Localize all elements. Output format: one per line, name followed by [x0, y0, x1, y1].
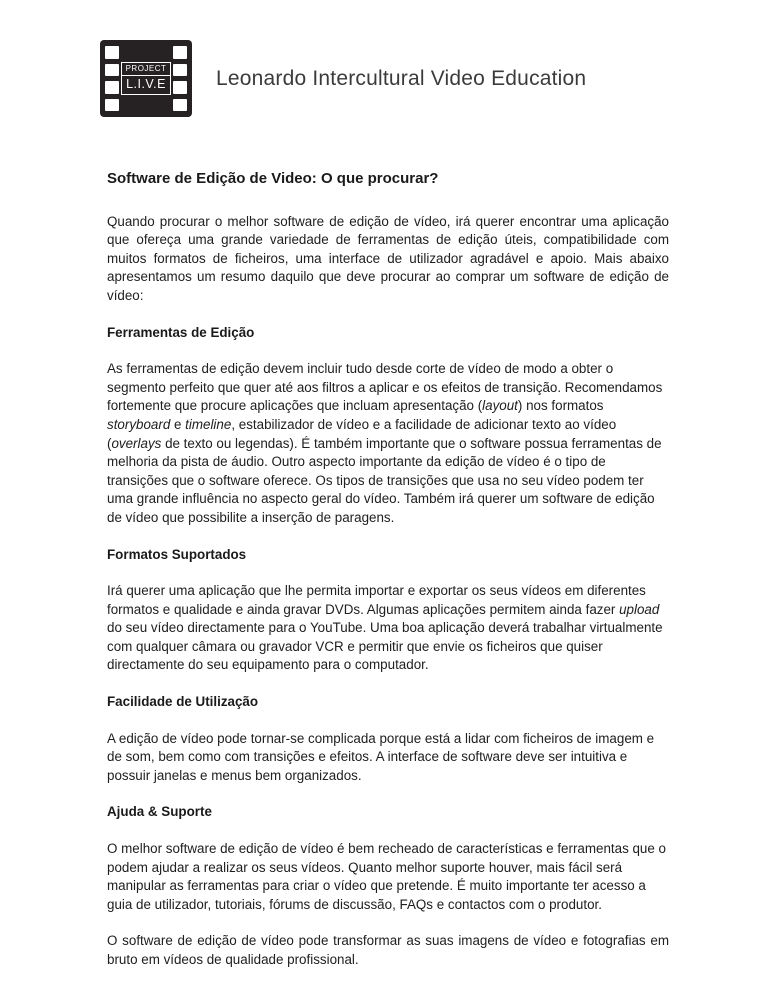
- filmstrip-holes-right: [173, 46, 187, 111]
- section-heading-help-support: Ajuda & Suporte: [107, 804, 212, 820]
- page-title: Software de Edição de Video: O que procurar?: [107, 170, 439, 187]
- logo-text-block: [121, 46, 172, 111]
- filmstrip-hole: [173, 81, 187, 94]
- brand-title: Leonardo Intercultural Video Education: [216, 66, 587, 90]
- filmstrip-hole: [173, 64, 187, 77]
- filmstrip-hole: [105, 46, 119, 59]
- supported-formats-paragraph: Irá querer uma aplicação que lhe permita importar e exportar os seus vídeos em diferentes formatos e qualidade e ainda gravar DVDs. Algumas aplicações permitem ainda fazer upload do seu vídeo directamente para o YouTube. Uma boa aplicação deverá trabalhar virtualmente com qualquer câmara ou gravador VCR e permitir que envie os ficheiros que quiser directamente do seu equipamento para o computador.: [107, 583, 663, 673]
- section-heading-editing-tools: Ferramentas de Edição: [107, 324, 255, 340]
- document-content: [107, 170, 669, 970]
- filmstrip-hole: [173, 46, 187, 59]
- intro-paragraph: Quando procurar o melhor software de edição de vídeo, irá querer encontrar uma aplicação que ofereça uma grande variedade de ferramentas de edição úteis, compatibilidade com muitos formatos de ficheiros, uma interface de utilizador agradável e apoio. Mais abaixo apresentamos um resumo daquilo que deve procurar ao comprar um software de edição de vídeo:: [107, 213, 669, 303]
- filmstrip-hole: [105, 99, 119, 112]
- ease-of-use-paragraph: A edição de vídeo pode tornar-se complicada porque está a lidar com ficheiros de imagem e de som, bem como com transições e efeitos. A interface de software deve ser intuitiva e possuir janelas e menus bem organizados.: [107, 730, 655, 783]
- filmstrip-logo-icon: [100, 40, 192, 117]
- filmstrip-hole: [105, 64, 119, 77]
- section-heading-ease-of-use: Facilidade de Utilização: [107, 694, 259, 710]
- page-header: [0, 0, 768, 117]
- filmstrip-holes-left: [105, 46, 119, 111]
- section-heading-supported-formats: Formatos Suportados: [107, 546, 247, 562]
- logo-project-label: PROJECT: [121, 62, 172, 76]
- filmstrip-hole: [105, 81, 119, 94]
- help-support-paragraph: O melhor software de edição de vídeo é bem recheado de características e ferramentas que o podem ajudar a realizar os seus vídeos. Quanto melhor suporte houver, mais fácil será manipular as ferramentas para criar o vídeo que pretende. É muito importante ter acesso a guia de utilizador, tutoriais, fórums de discussão, FAQs e contactos com o produtor.: [107, 841, 666, 912]
- logo-live-label: L.I.V.E: [121, 76, 171, 95]
- filmstrip-hole: [173, 99, 187, 112]
- editing-tools-paragraph: As ferramentas de edição devem incluir tudo desde corte de vídeo de modo a obter o segmento perfeito que quer até aos filtros a aplicar e os efeitos de transição. Recomendamos fortemente que procure aplicações que incluam apresentação (layout) nos formatos storyboard e timeline, estabilizador de vídeo e a facilidade de adicionar texto ao vídeo (overlays de texto ou legendas). É também importante que o software possua ferramentas de melhoria da pista de áudio. Outro aspecto importante da edição de vídeo é o tipo de transições que o software oferece. Os tipos de transições que usa no seu vídeo podem ter uma grande influência no aspecto geral do vídeo. Também irá querer um software de edição de vídeo que possibilite a inserção de paragens.: [107, 361, 663, 525]
- closing-paragraph: O software de edição de vídeo pode transformar as suas imagens de vídeo e fotografias em bruto em vídeos de qualidade profissional.: [107, 933, 669, 967]
